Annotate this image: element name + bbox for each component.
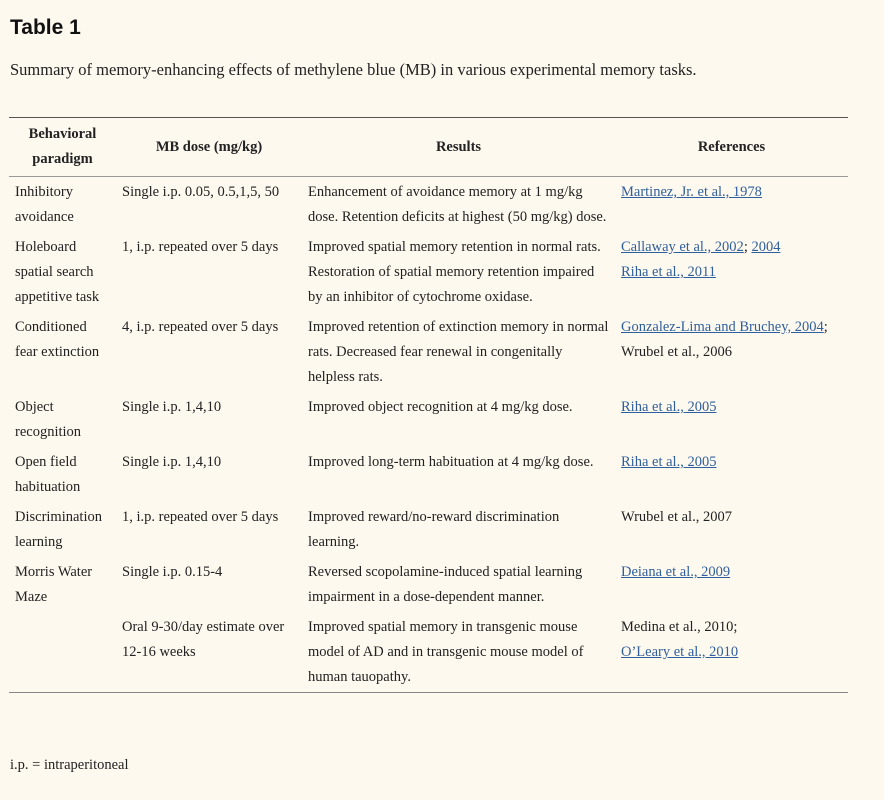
cell-references — [615, 502, 848, 557]
reference-link[interactable]: Riha et al., 2005 — [621, 454, 717, 470]
footnote: i.p. = intraperitoneal — [10, 757, 129, 773]
reference-link[interactable]: Callaway et al., 2002 — [621, 239, 744, 255]
reference-separator: ; — [823, 319, 828, 335]
reference-link[interactable]: Martinez, Jr. et al., 1978 — [621, 184, 762, 200]
table-row — [9, 557, 848, 612]
cell-references — [615, 392, 848, 447]
cell-references — [615, 232, 848, 312]
cell-paradigm: Open field habituation — [15, 454, 81, 495]
table-caption: Summary of memory-enhancing effects of methylene blue (MB) in various experimental memory tasks. — [10, 60, 697, 79]
cell-dose: Single i.p. 1,4,10 — [122, 454, 222, 470]
reference-link[interactable]: O’Leary et al., 2010 — [621, 644, 739, 660]
table-row — [9, 612, 848, 693]
reference-separator: ; — [743, 239, 752, 255]
table-title: Table 1 — [10, 16, 81, 39]
header-row — [9, 118, 848, 177]
cell-references — [615, 447, 848, 502]
cell-paradigm — [9, 612, 116, 693]
cell-dose: Single i.p. 0.15-4 — [122, 564, 223, 580]
reference-link[interactable]: Gonzalez-Lima and Bruchey, 2004 — [621, 319, 824, 335]
cell-paradigm: Inhibitory avoidance — [15, 184, 74, 225]
data-table — [9, 117, 848, 693]
cell-paradigm: Holeboard spatial search appetitive task — [15, 239, 100, 305]
header-paradigm: Behavioral paradigm — [28, 126, 97, 167]
cell-results: Improved retention of extinction memory in normal rats. Decreased fear renewal in congenitally helpless rats. — [308, 319, 609, 385]
reference-link[interactable]: 2004 — [751, 239, 781, 255]
cell-dose: 4, i.p. repeated over 5 days — [122, 319, 279, 335]
reference-link[interactable]: Deiana et al., 2009 — [621, 564, 731, 580]
table-row — [9, 232, 848, 312]
reference-text: Wrubel et al., 2006 — [621, 344, 732, 360]
reference-text: Medina et al., 2010; — [621, 619, 738, 635]
cell-dose: Oral 9-30/day estimate over 12-16 weeks — [122, 619, 285, 660]
reference-link[interactable]: Riha et al., 2005 — [621, 399, 717, 415]
table-row — [9, 447, 848, 502]
cell-results: Reversed scopolamine-induced spatial learning impairment in a dose-dependent manner. — [308, 564, 583, 605]
cell-paradigm: Object recognition — [15, 399, 82, 440]
header-results: Results — [435, 138, 482, 155]
cell-paradigm: Discrimination learning — [15, 509, 102, 550]
cell-references — [615, 312, 848, 392]
cell-dose: Single i.p. 1,4,10 — [122, 399, 222, 415]
header-dose: MB dose (mg/kg) — [155, 138, 263, 155]
table-row — [9, 177, 848, 233]
cell-results: Improved spatial memory retention in normal rats. Restoration of spatial memory retention impaired by an inhibitor of cytochrome oxidase. — [308, 239, 601, 305]
cell-results: Enhancement of avoidance memory at 1 mg/kg dose. Retention deficits at highest (50 mg/kg) dose. — [308, 184, 607, 225]
table-row — [9, 392, 848, 447]
cell-dose: Single i.p. 0.05, 0.5,1,5, 50 — [122, 184, 280, 200]
reference-link[interactable]: Riha et al., 2011 — [621, 264, 716, 280]
cell-paradigm: Conditioned fear extinction — [15, 319, 100, 360]
cell-references — [615, 177, 848, 233]
cell-results: Improved reward/no-reward discrimination learning. — [308, 509, 560, 550]
cell-results: Improved object recognition at 4 mg/kg dose. — [308, 399, 573, 415]
cell-dose: 1, i.p. repeated over 5 days — [122, 509, 279, 525]
cell-references — [615, 557, 848, 612]
cell-dose: 1, i.p. repeated over 5 days — [122, 239, 279, 255]
cell-paradigm: Morris Water Maze — [15, 564, 93, 605]
table-row — [9, 312, 848, 392]
cell-results: Improved long-term habituation at 4 mg/kg dose. — [308, 454, 594, 470]
cell-results: Improved spatial memory in transgenic mouse model of AD and in transgenic mouse model of human tauopathy. — [308, 619, 584, 685]
table-row — [9, 502, 848, 557]
cell-references — [615, 612, 848, 693]
reference-text: Wrubel et al., 2007 — [621, 509, 732, 525]
header-references: References — [697, 138, 766, 155]
